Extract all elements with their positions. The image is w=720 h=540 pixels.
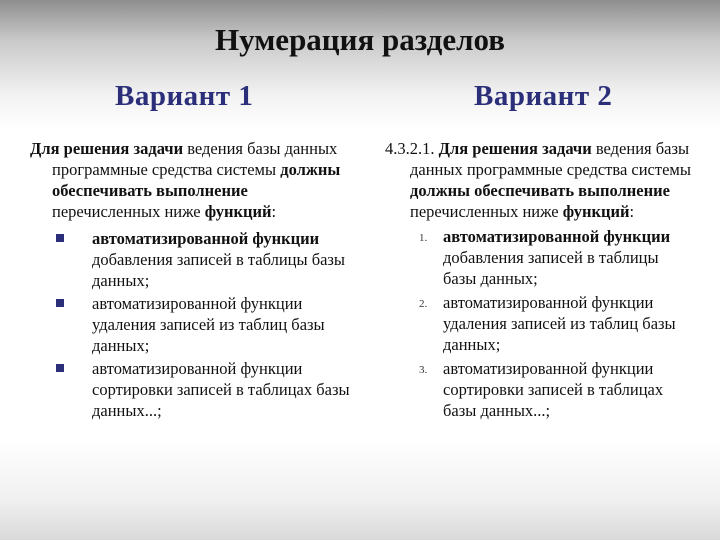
list-item (419, 358, 695, 421)
item-text: автоматизированной функции удаления записей из таблиц базы данных; (92, 294, 325, 355)
intro-segment: Для решения задачи (438, 139, 592, 158)
list-item (92, 293, 350, 356)
intro-segment: : (271, 202, 277, 221)
item-text: автоматизированной функции сортировки записей в таблицах базы данных...; (443, 359, 664, 420)
list-item (419, 292, 695, 355)
intro-segment: ведения базы данных программные средства системы (52, 139, 338, 179)
item-text: автоматизированной функции сортировки записей в таблицах базы данных...; (92, 359, 350, 420)
item-text: добавления записей в таблицы базы данных; (443, 248, 659, 288)
variant-1-heading: Вариант 1 (115, 80, 254, 112)
item-bold: автоматизированной функции (92, 229, 320, 248)
variant-2-intro (385, 138, 695, 222)
list-item (92, 358, 350, 421)
item-number: 3. (419, 364, 428, 376)
variant-2-list (385, 226, 695, 421)
variant-2-column (385, 138, 695, 424)
page-title: Нумерация разделов (214, 22, 505, 57)
square-bullet-icon (56, 299, 64, 307)
item-bold: автоматизированной функции (443, 227, 671, 246)
intro-segment: : (629, 202, 635, 221)
intro-segment: должны обеспечивать выполнение (52, 160, 341, 200)
item-number: 2. (419, 298, 428, 310)
intro-segment: функций (204, 202, 272, 221)
intro-segment: Для решения задачи (30, 139, 184, 158)
item-text: автоматизированной функции удаления записей из таблиц базы данных; (443, 293, 676, 354)
list-item (419, 226, 695, 289)
intro-segment: перечисленных ниже (52, 202, 205, 221)
intro-segment: 4.3.2.1. (385, 139, 439, 158)
intro-segment: перечисленных ниже (410, 202, 563, 221)
variant-1-list (30, 228, 350, 421)
intro-segment: должны обеспечивать выполнение (410, 181, 670, 200)
variant-1-intro (30, 138, 350, 222)
square-bullet-icon (56, 364, 64, 372)
intro-segment: ведения базы данных программные средства системы (410, 139, 691, 179)
item-number: 1. (419, 232, 428, 244)
variant-2-heading: Вариант 2 (474, 80, 613, 112)
square-bullet-icon (56, 234, 64, 242)
variant-1-column (30, 138, 350, 423)
list-item (92, 228, 350, 291)
item-text: добавления записей в таблицы базы данных; (92, 250, 346, 290)
intro-segment: функций (562, 202, 630, 221)
